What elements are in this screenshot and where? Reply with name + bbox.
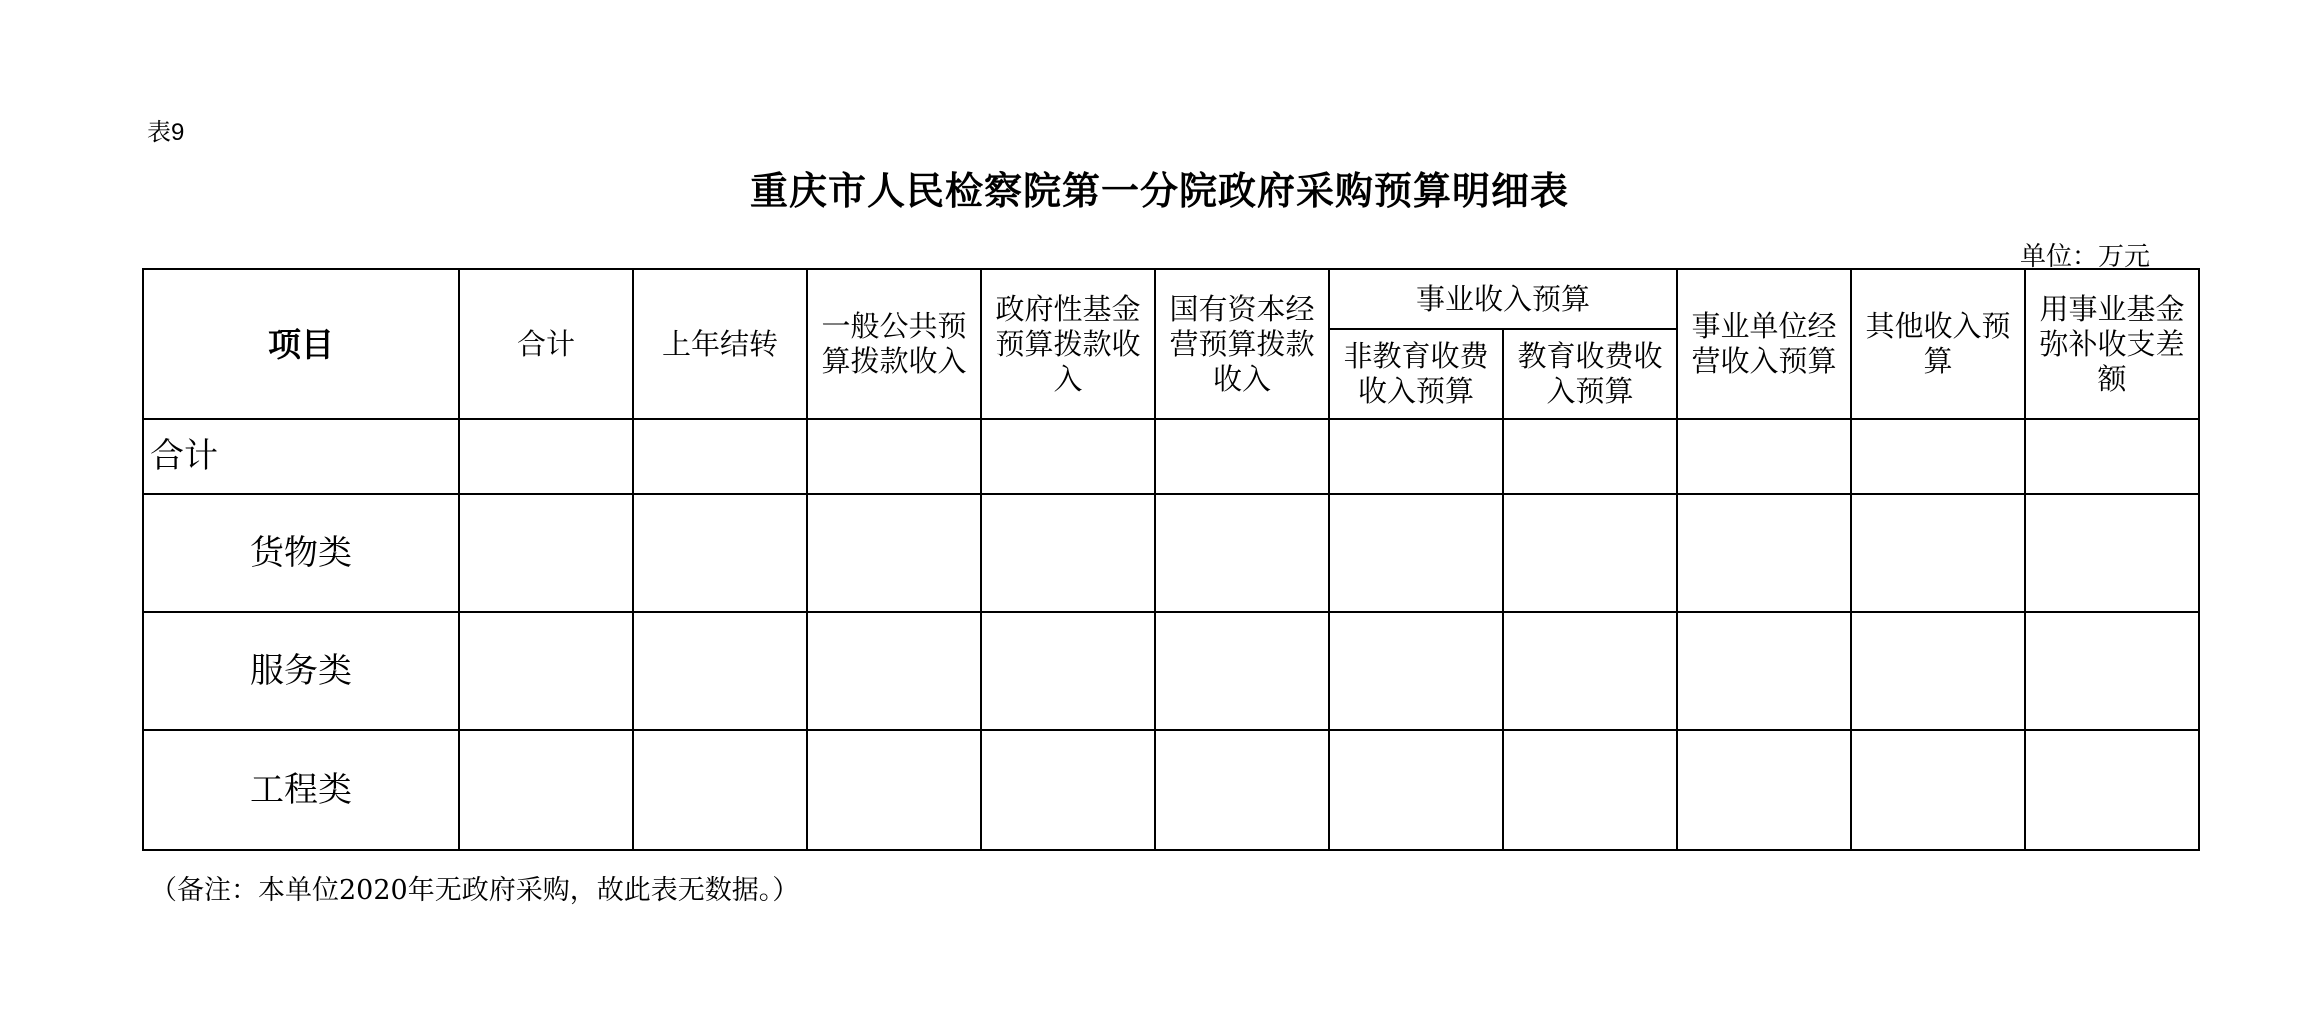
table-cell bbox=[633, 730, 807, 850]
table-cell bbox=[459, 419, 633, 494]
header-operating-income: 事业单位经营收入预算 bbox=[1677, 269, 1851, 419]
table-cell bbox=[981, 730, 1155, 850]
table-cell bbox=[633, 494, 807, 612]
table-row bbox=[143, 612, 2199, 730]
table-cell bbox=[1155, 612, 1329, 730]
row-label-construction: 工程类 bbox=[143, 730, 459, 850]
table-cell bbox=[1677, 419, 1851, 494]
row-label-goods: 货物类 bbox=[143, 494, 459, 612]
table-cell bbox=[1329, 612, 1503, 730]
header-state-capital-budget: 国有资本经营预算拨款收入 bbox=[1155, 269, 1329, 419]
table-cell bbox=[1851, 612, 2025, 730]
table-cell bbox=[633, 612, 807, 730]
header-fund-offset: 用事业基金弥补收支差额 bbox=[2025, 269, 2199, 419]
table-row bbox=[143, 494, 2199, 612]
header-business-income: 事业收入预算 bbox=[1329, 269, 1677, 329]
table-cell bbox=[1155, 419, 1329, 494]
table-cell bbox=[459, 730, 633, 850]
table-cell bbox=[1677, 494, 1851, 612]
header-general-public-budget: 一般公共预算拨款收入 bbox=[807, 269, 981, 419]
row-label-services: 服务类 bbox=[143, 612, 459, 730]
table-cell bbox=[1155, 494, 1329, 612]
table-row bbox=[143, 419, 2199, 494]
table-cell bbox=[807, 419, 981, 494]
header-total: 合计 bbox=[459, 269, 633, 419]
table-cell bbox=[2025, 730, 2199, 850]
header-non-edu-fee: 非教育收费收入预算 bbox=[1329, 329, 1503, 419]
header-item: 项目 bbox=[143, 269, 459, 419]
table-cell bbox=[1329, 730, 1503, 850]
table-cell bbox=[1329, 494, 1503, 612]
table-cell bbox=[2025, 612, 2199, 730]
table-cell bbox=[1503, 612, 1677, 730]
table-number: 表9 bbox=[147, 119, 185, 146]
row-label-total: 合计 bbox=[143, 419, 459, 494]
header-other-income: 其他收入预算 bbox=[1851, 269, 2025, 419]
header-carryover: 上年结转 bbox=[633, 269, 807, 419]
table-cell bbox=[981, 612, 1155, 730]
table-cell bbox=[2025, 419, 2199, 494]
header-gov-fund-budget: 政府性基金预算拨款收入 bbox=[981, 269, 1155, 419]
table-cell bbox=[1329, 419, 1503, 494]
table-cell bbox=[1503, 730, 1677, 850]
table-cell bbox=[1677, 730, 1851, 850]
table-cell bbox=[2025, 494, 2199, 612]
table-cell bbox=[1677, 612, 1851, 730]
table-row bbox=[143, 730, 2199, 850]
table-cell bbox=[807, 730, 981, 850]
table-cell bbox=[1503, 494, 1677, 612]
table-cell bbox=[459, 612, 633, 730]
header-edu-fee: 教育收费收入预算 bbox=[1503, 329, 1677, 419]
table-cell bbox=[1155, 730, 1329, 850]
unit-label: 单位：万元 bbox=[2020, 242, 2151, 272]
table-cell bbox=[1851, 730, 2025, 850]
page-title: 重庆市人民检察院第一分院政府采购预算明细表 bbox=[749, 168, 1569, 213]
table-cell bbox=[807, 612, 981, 730]
table-cell bbox=[633, 419, 807, 494]
table-cell bbox=[807, 494, 981, 612]
footnote: （备注：本单位2020年无政府采购，故此表无数据。） bbox=[150, 875, 800, 906]
table-cell bbox=[1503, 419, 1677, 494]
table-cell bbox=[459, 494, 633, 612]
procurement-budget-table bbox=[142, 268, 2200, 851]
table-cell bbox=[981, 494, 1155, 612]
table-cell bbox=[1851, 419, 2025, 494]
table-cell bbox=[1851, 494, 2025, 612]
table-cell bbox=[981, 419, 1155, 494]
